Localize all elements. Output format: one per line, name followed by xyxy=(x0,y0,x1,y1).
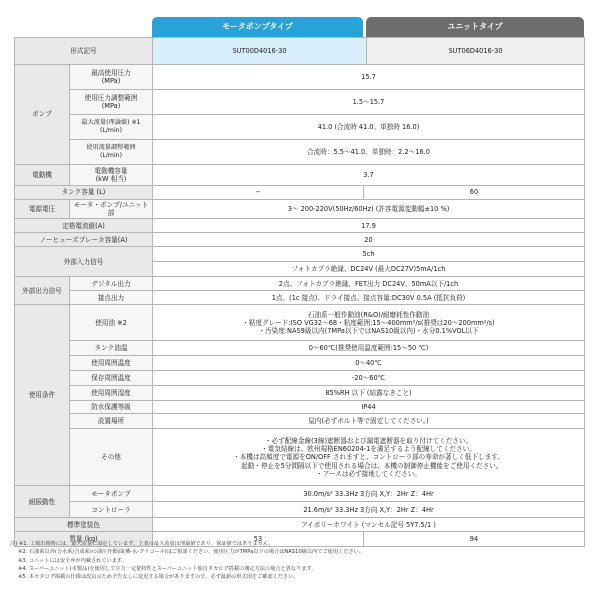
table-row xyxy=(15,341,585,356)
flow-range-label: 使用流量調整範囲 (L/min) xyxy=(70,140,153,165)
contact-output-value: 1点、(1c 接点)、ドライ接点、接点容量:DC30V 0.5A (抵抗負荷) xyxy=(153,291,585,305)
max-pressure-value: 15.7 xyxy=(153,65,585,90)
spec-table xyxy=(14,37,585,547)
max-flow-value: 41.0 (合流時 41.0、単独時 16.0) xyxy=(153,115,585,140)
model-label: 形式記号 xyxy=(15,38,153,65)
footnote: 注) ※1. 工場出荷時には、最大流量に設定しています。上表の最大流量は理論値であり、保証値ではありません。 xyxy=(10,541,274,547)
vibration-controller-label: コントローラ xyxy=(70,502,153,518)
table-row xyxy=(15,233,585,247)
footnote: ※5. 本カタログ掲載の仕様は改良のため予告なしに変更する場合がありますので、必ず最新の形式図をご確認ください。 xyxy=(18,574,299,581)
footnote: ※4. スーパーユニット(本製品)を使用して圧力一定量特性とスーパーユニット独自タカログ搭載の測定方法の場合と異なります。 xyxy=(18,565,317,572)
tab-motor-pump-type: モータポンプタイプ xyxy=(152,17,363,37)
breaker-label: ノーヒューズブレーカ容量(A) xyxy=(15,233,153,247)
contact-output-label: 接点出力 xyxy=(70,291,153,305)
location-value: 屋内(必ずボルト等で固定してください。) xyxy=(153,414,585,429)
table-row xyxy=(15,115,585,140)
tank-capacity-unit: 60 xyxy=(364,186,585,200)
table-row xyxy=(15,291,585,305)
model-motor-value: SUT00D4016-30 xyxy=(153,38,367,65)
vibration-motor-label: モータポンプ xyxy=(70,486,153,502)
table-row xyxy=(15,401,585,414)
tab-unit-type: ユニットタイプ xyxy=(366,17,584,37)
oil-spec xyxy=(153,305,585,341)
power-sub-label: モータ・ポンプ/ユニット部 xyxy=(70,200,153,219)
digital-output-value: 2点、フォトカプラ絶縁、FET出力 DC24V、50mA以下/1ch xyxy=(153,277,585,291)
other-line: ・必ず配線金線(3線)遮断器および漏電遮断器を取り付けてください。 xyxy=(264,436,473,445)
tank-temp-value: 0〜60℃(推奨使用温度範囲:15〜50 ℃) xyxy=(153,341,585,356)
weight-unit: 94 xyxy=(364,532,585,547)
other-notes xyxy=(153,429,585,486)
table-row xyxy=(15,186,585,200)
other-line: ・本機は高頻度で電源をON/OFF されますと、コントローラ部の寿命が著しく低下します。 xyxy=(233,453,504,462)
table-row xyxy=(15,90,585,115)
vibration-label: 耐振動性 xyxy=(15,486,70,518)
paint-color-label: 標準塗装色 xyxy=(15,518,153,532)
table-row xyxy=(15,38,585,65)
paint-color-value: アイボリーホワイト (マンセル記号 5Y7.5/1 ) xyxy=(153,518,585,532)
table-row xyxy=(15,200,585,219)
flow-range-value: 合流時：5.5〜41.0、単独時：2.2〜16.0 xyxy=(153,140,585,165)
table-row xyxy=(15,429,585,486)
footnote: ※3. ユニットには安全弁が内蔵されています。 xyxy=(18,557,127,564)
weight-motor: 53 xyxy=(153,532,364,547)
humidity-label: 使用周囲湿度 xyxy=(70,386,153,401)
other-label: その他 xyxy=(70,429,153,486)
oil-line: 石油系一般作動油(R&O)/耐磨耗性作動油 xyxy=(307,310,430,319)
tank-capacity-motor: − xyxy=(153,186,364,200)
table-row xyxy=(15,277,585,291)
rated-current-label: 定格電流値(A) xyxy=(15,219,153,233)
oil-line: ・汚染度:NAS9級以内(7MPa以下ではNAS10級以内)・水分0.1%VOL以下 xyxy=(258,327,479,336)
table-row xyxy=(15,247,585,262)
ext-input-spec: フォトカプラ絶縁、DC24V (最大DC27V)5mA/1ch xyxy=(153,262,585,277)
table-row xyxy=(15,386,585,401)
max-flow-label: 最大流量(理論値) ※1 (L/min) xyxy=(70,115,153,140)
power-value: 3〜 200-220V(50Hz/60Hz) (許容電源変動幅±10 %) xyxy=(153,200,585,219)
storage-temp-label: 保存周囲温度 xyxy=(70,371,153,386)
other-line: ・アースは必ず接地してください。 xyxy=(316,469,421,478)
ext-output-label: 外部出力信号 xyxy=(15,277,70,305)
vibration-controller-value: 21.6m/s² 33.3Hz 3方向 X,Y：2Hr Z：4Hr xyxy=(153,502,585,518)
weight-label: 質量 (kg) xyxy=(15,532,153,547)
other-line: ・電気結線は、欧州規格EN60204-1を満足するよう配線してください。 xyxy=(261,445,476,454)
table-row xyxy=(15,140,585,165)
motor-capacity-value: 3.7 xyxy=(153,165,585,186)
humidity-value: 85%RH 以下 (結露なきこと) xyxy=(153,386,585,401)
table-row xyxy=(15,371,585,386)
table-row xyxy=(15,219,585,233)
table-row xyxy=(15,65,585,90)
model-unit-value: SUT06D4016-30 xyxy=(367,38,585,65)
table-row xyxy=(15,414,585,429)
motor-capacity-label: 電動機容量 (kW 相当) xyxy=(70,165,153,186)
footnote: ※2. 石油系以外(合水系/合成系)の油圧作動油(燐-水-グリコール)はご相談ください。使用圧力が7MPa以下の場合はNAS10級以内でご使用ください。 xyxy=(18,549,364,556)
pressure-range-value: 1.5〜15.7 xyxy=(153,90,585,115)
pressure-range-label: 使用圧力調整範囲 (MPa) xyxy=(70,90,153,115)
pump-label: ポンプ xyxy=(15,65,70,165)
storage-temp-value: -20〜60℃ xyxy=(153,371,585,386)
other-line: 起動・停止を5分間隔以下で使用される場合は、本機の制御停止機能をご使用ください。 xyxy=(234,461,503,470)
table-row xyxy=(15,165,585,186)
tank-capacity-label: タンク容量 (L) xyxy=(15,186,153,200)
breaker-value: 20 xyxy=(153,233,585,247)
table-row xyxy=(15,502,585,518)
vibration-motor-value: 30.0m/s² 33.3Hz 3方向 X,Y：2Hr Z：4Hr xyxy=(153,486,585,502)
ext-input-channels: 5ch xyxy=(153,247,585,262)
oil-label: 使用油 ※2 xyxy=(70,305,153,341)
footnotes xyxy=(10,540,595,581)
protection-label: 防水保護等級 xyxy=(70,401,153,414)
ambient-temp-label: 使用周囲温度 xyxy=(70,356,153,371)
table-row xyxy=(15,518,585,532)
location-label: 設置場所 xyxy=(70,414,153,429)
max-pressure-label: 最高使用圧力 (MPa) xyxy=(70,65,153,90)
motor-label: 電動機 xyxy=(15,165,70,186)
oil-line: ・粘度グレード:ISO VG32〜68・粘度範囲:15〜400mm²/s(推奨は20〜200mm²/s) xyxy=(242,318,495,327)
table-row xyxy=(15,305,585,341)
digital-output-label: デジタル出力 xyxy=(70,277,153,291)
power-label: 電源電圧 xyxy=(15,200,70,219)
table-row xyxy=(15,486,585,502)
table-row xyxy=(15,356,585,371)
conditions-label: 使用条件 xyxy=(15,305,70,486)
protection-value: IP44 xyxy=(153,401,585,414)
ambient-temp-value: 0〜40℃ xyxy=(153,356,585,371)
ext-input-label: 外部入力信号 xyxy=(15,247,153,277)
tank-temp-label: タンク油温 xyxy=(70,341,153,356)
rated-current-value: 17.9 xyxy=(153,219,585,233)
